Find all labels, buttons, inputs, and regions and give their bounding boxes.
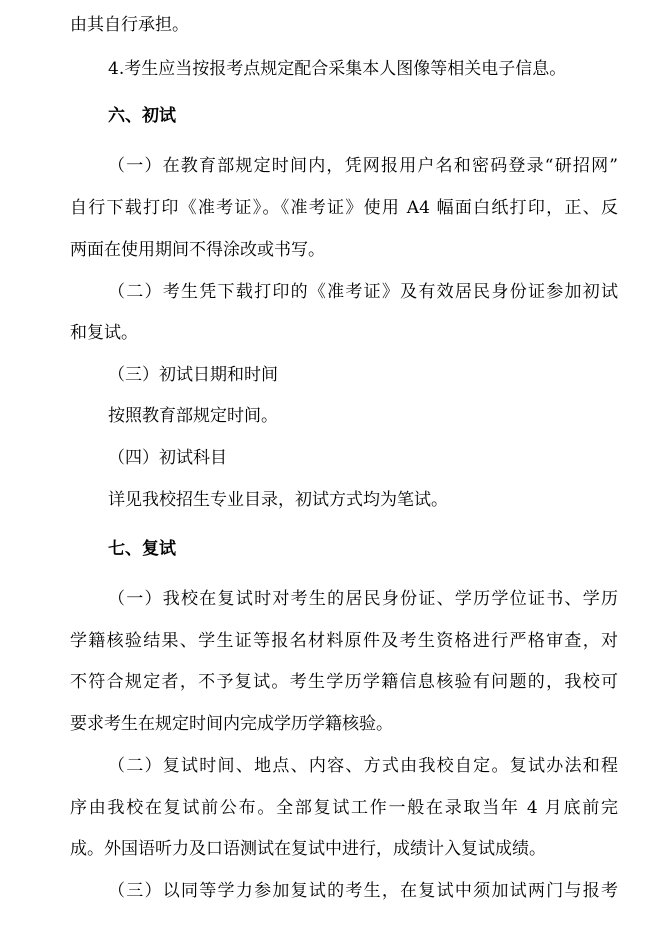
paragraph-line: （一）我校在复试时对考生的居民身份证、学历学位证书、学历 — [108, 589, 618, 609]
paragraph-line: （三）初试日期和时间 — [108, 365, 278, 385]
paragraph-line: （一）在教育部规定时间内，凭网报用户名和密码登录“研招网” — [108, 156, 618, 176]
section-heading: 七、复试 — [108, 539, 176, 559]
paragraph-line: 4.考生应当按报考点规定配合采集本人图像等相关电子信息。 — [108, 59, 567, 79]
paragraph-line: （二）复试时间、地点、内容、方式由我校自定。复试办法和程 — [108, 756, 618, 776]
paragraph-line: （四）初试科目 — [108, 448, 227, 468]
paragraph-line: 要求考生在规定时间内完成学历学籍核验。 — [70, 714, 393, 734]
paragraph-line: 和复试。 — [70, 323, 138, 343]
paragraph-line: 学籍核验结果、学生证等报名材料原件及考生资格进行严格审查，对 — [70, 631, 618, 651]
paragraph-line: 不符合规定者，不予复试。考生学历学籍信息核验有问题的，我校可 — [70, 672, 618, 692]
section-heading: 六、初试 — [108, 106, 176, 126]
paragraph-line: （三）以同等学力参加复试的考生，在复试中须加试两门与报考 — [108, 881, 618, 901]
paragraph-line: 两面在使用期间不得涂改或书写。 — [70, 240, 325, 260]
paragraph-line: 序由我校在复试前公布。全部复试工作一般在录取当年 4 月底前完 — [70, 798, 618, 818]
paragraph-line: （二）考生凭下载打印的《准考证》及有效居民身份证参加初试 — [108, 282, 618, 302]
paragraph-line: 按照教育部规定时间。 — [108, 406, 278, 426]
paragraph-line: 由其自行承担。 — [70, 15, 189, 35]
paragraph-line: 详见我校招生专业目录，初试方式均为笔试。 — [108, 490, 448, 510]
paragraph-line: 成。外国语听力及口语测试在复试中进行，成绩计入复试成绩。 — [70, 839, 546, 859]
paragraph-line: 自行下载打印《准考证》。《准考证》使用 A4 幅面白纸打印，正、反 — [70, 198, 618, 218]
